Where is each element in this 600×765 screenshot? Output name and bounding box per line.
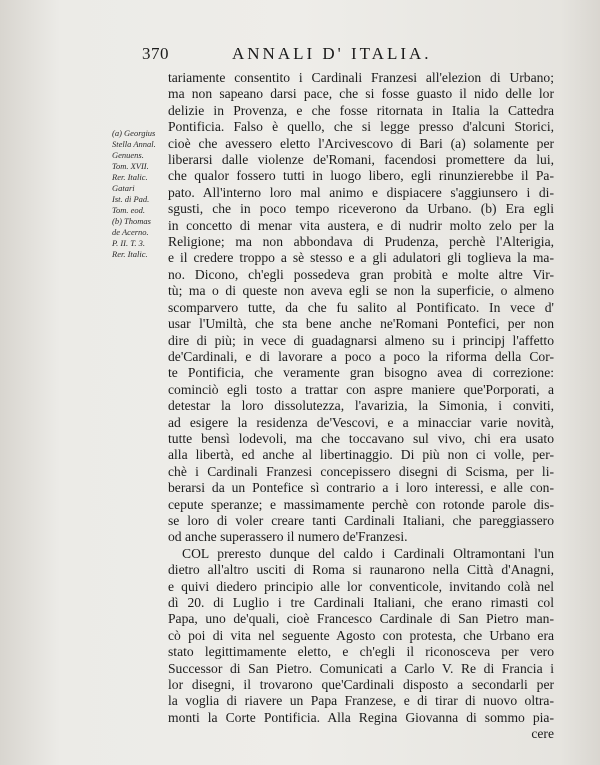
text-line: ad esigere la residenza de'Vescovi, e a minacciar varie novità, [168,414,554,430]
text-line: tù; ma o di queste non aveva egli se non la superficie, o almeno [168,283,554,299]
body-text [168,70,554,743]
text-line: monti la Corte Pontificia. Alla Regina Giovanna di sommo pia- [168,709,554,725]
text-line: de'Cardinali, e di lavorare a poco a poco la riforma della Cor- [168,348,554,364]
text-line: dì 20. di Luglio i tre Cardinali Italiani, che erano rimasti col [168,595,554,610]
page-header [142,44,582,68]
text-line: la voglia di riavere un Papa Franzese, e di tirar di nuovo oltra- [168,693,554,709]
running-title: ANNALI D' ITALIA. [232,44,432,63]
text-line: e il credere troppo a sè stesso e a gli adulatori gli toglieva la ma- [168,250,554,266]
sidenote-line: Rer. Italic. [112,172,148,182]
text-line: dire di più; in vece di guadagnarsi almeno su i principj l'affetto [168,332,554,348]
text-line: cominciò egli tosto a trattar con aspre maniere que'Porporati, a [168,381,554,397]
text-line: berarsi da un Pontefice sì contrario a i loro interessi, e alle con- [168,480,554,496]
text-line: liberarsi dalle violenze de'Romani, facendosi promettere da lui, [168,152,554,168]
text-line: detestar la loro dissolutezza, l'avarizia, la Simonia, i conviti, [168,398,554,414]
text-line: se loro di voler creare tanti Cardinali Italiani, che pareggiassero [168,512,554,528]
text-line: alla libertà, ed anche al libertinaggio. Di più non ci volle, per- [168,447,554,463]
sidenote-line: Ist. di Pad. [112,194,150,204]
text-line: od anche superassero il numero de'Franzesi. [168,529,408,545]
text-line: chè i Cardinali Franzesi concepissero disegni di Scisma, per li- [168,463,554,479]
text-line: Successor di San Pietro. Comunicati a Carlo V. Re di Francia i [168,660,554,676]
sidenote-line: (a) Georgius [112,128,156,138]
text-line: in concetto di menar vita austera, e di nudrir molto zelo per la [168,217,554,233]
text-line: Religione; ma non abbondava di Prudenza, perchè l'Alterigia, [168,234,554,250]
text-line: cò poi di vita nel seguente Agosto con protesta, che Urbano era [168,627,554,643]
sidenote-line: P. II. T. 3. [112,238,145,248]
text-line: pato. All'interno loro mal animo e dispiacere s'aggiunsero i di- [168,184,554,200]
sidenote-line: Stella Annal. [112,139,156,149]
text-line: che qualor fossero tutti in luogo libero, egli rinunzierebbe il Pa- [168,168,554,184]
sidenote-line: de Acerno. [112,227,149,237]
sidenote-line: (b) Thomas [112,216,151,226]
paragraph-start-line: COL preresto dunque del caldo i Cardinali Oltramontani l'un [182,545,554,561]
sidenote-line: Rer. Italic. [112,249,148,259]
text-line: cepute speranze; e massimamente perchè con rotonde parole dis- [168,496,554,512]
text-line: usar l'Umiltà, che sta bene anche ne'Romani Pontefici, per non [168,316,554,332]
sidenote-line: Genuens. [112,150,144,160]
text-line: cioè che avessero eletto l'Arcivescovo di Bari (a) solamente per [168,135,554,151]
text-line: tariamente consentito i Cardinali Franzesi all'elezion di Urbano; [168,70,554,85]
catchword: cere [531,726,554,742]
text-line: sgusti, che in poco tempo riceverono da Urbano. (b) Era egli [168,201,554,217]
sidenote-line: Tom. eod. [112,205,145,215]
sidenote-line: Gatari [112,183,135,193]
marginal-notes [112,128,168,260]
text-line: scomparvero tutte, da che fu salito al Pontificato. In vece d' [168,299,554,315]
text-line: tutte bensì lodevoli, ma che toccavano sul vivo, chi era usato [168,430,554,446]
text-line: lor disegni, il trovarono que'Cardinali disposto a secondarli per [168,677,554,693]
text-line: e quivi diedero principio alle lor conventicole, invitando colà nel [168,578,554,594]
text-line: stato legittimamente eletto, e ch'egli il riconosceva per vero [168,644,554,660]
sidenote-line: Tom. XVII. [112,161,149,171]
page-number: 370 [142,44,169,63]
text-line: no. Dicono, ch'egli possedeva gran probità e molte altre Vir- [168,266,554,282]
text-line: te Pontificia, che veramente gran bisogno avea di correzione: [168,365,554,381]
text-line: dietro all'altro usciti di Roma si raunarono nella Città d'Anagni, [168,562,554,578]
text-line: delizie in Provenza, e che fosse ritornata in Italia la Cattedra [168,102,554,118]
text-line: Papa, uno de'quali, cioè Francesco Cardinale di San Pietro man- [168,611,554,627]
text-line: Pontificia. Falso è quello, che si legge presso d'alcuni Storici, [168,119,554,135]
text-line: ma non sapeano darsi pace, che si fosse guasto il nido delle lor [168,86,554,102]
